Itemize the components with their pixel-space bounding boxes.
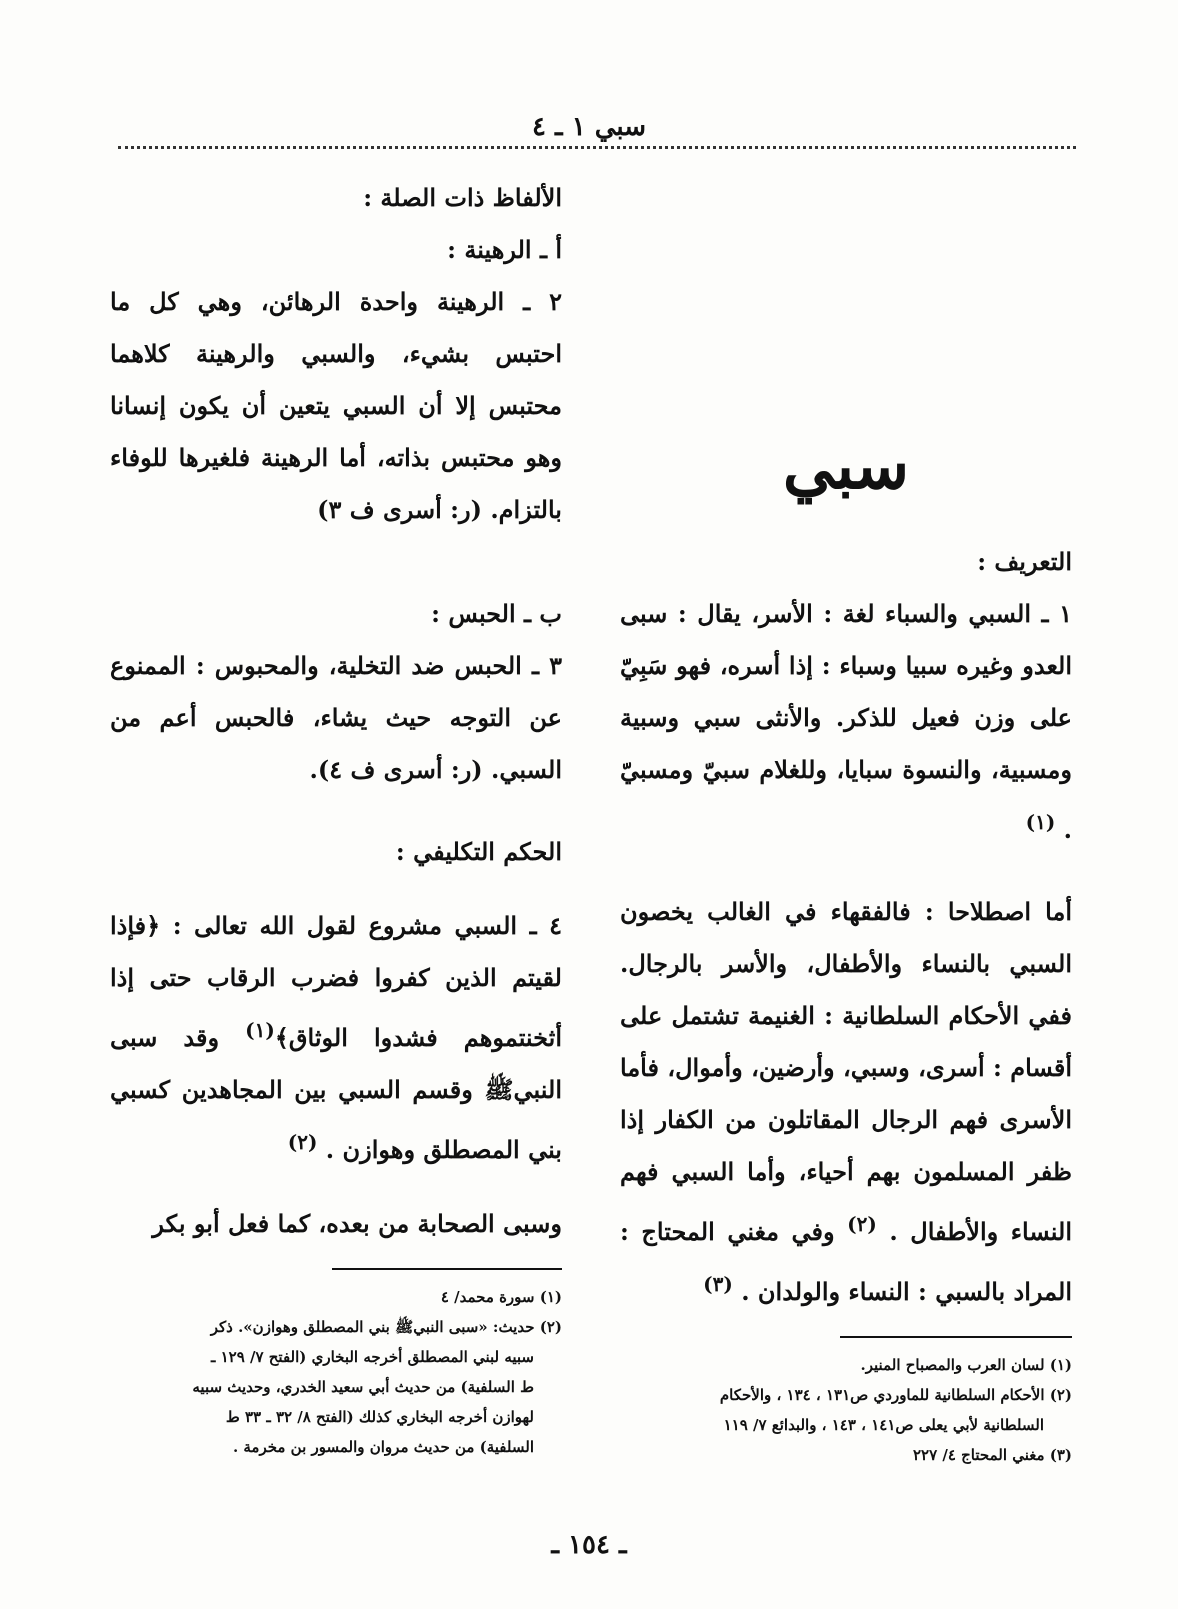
spacer	[110, 878, 562, 900]
footnote-line: (٢) الأحكام السلطانية للماوردي ص١٣١ ، ١٣٤ ، والأحكام	[719, 1386, 1072, 1404]
footnote-line: (٣) مغني المحتاج ٤/ ٢٢٧	[912, 1446, 1072, 1464]
definition-heading: التعريف :	[977, 547, 1072, 576]
subheading-rahina: أ ـ الرهينة :	[447, 235, 562, 264]
paragraph-habs: ٣ ـ الحبس ضد التخلية، والمحبوس : الممنوع عن التوجه حيث يشاء، فالحبس أعم من السبي. (ر: أسرى ف ٤).	[110, 651, 562, 784]
subheading-habs: ب ـ الحبس :	[431, 599, 562, 628]
page-number: ـ ١٥٤ ـ	[551, 1530, 627, 1560]
footnote-line: ط السلفية) من حديث أبي سعيد الخدري، وحديث سبيه	[192, 1378, 534, 1396]
paragraph-companions: وسبى الصحابة من بعده، كما فعل أبو بكر	[152, 1209, 562, 1238]
footnote-line: سبيه لبني المصطلق أخرجه البخاري (الفتح ٧/ ١٢٩ ـ	[210, 1348, 534, 1366]
paragraph-technical-text: أما اصطلاحا : فالفقهاء في الغالب يخصون السبي بالنساء والأطفال، والأسر بالرجال. ففي الأحكام السلطانية : الغنيمة تشتمل على أقسام : أسرى، وسبي، وأرضين، وأموال، فأما الأسرى فهم الرجال المقاتلون من الكفار إذا ظفر المسلمون بهم أحياء، وأما السبي فهم النساء والأطفال .	[620, 897, 1073, 1246]
right-column	[620, 536, 1072, 1470]
paragraph-definition-technical	[620, 886, 1072, 1318]
paragraph-definition-lexical	[620, 588, 1072, 856]
paragraph-ruling-text: ٤ ـ السبي مشروع لقول الله تعالى : ﴿فإذا لقيتم الذين كفروا فضرب الرقاب حتى إذا أثخنتموهم فشدوا الوثاق﴾	[110, 911, 563, 1052]
footnote-ref: (١)	[245, 1018, 275, 1042]
related-terms-heading: الألفاظ ذات الصلة :	[363, 183, 562, 212]
running-head: سبي ١ ـ ٤	[531, 112, 647, 142]
footnote-line: لهوازن أخرجه البخاري كذلك (الفتح ٨/ ٣٢ ـ ٣٣ ط	[225, 1408, 534, 1426]
entry-title: سبي	[782, 429, 910, 504]
paragraph-ruling-text-2: وقد سبى النبيﷺ وقسم السبي بين المجاهدين كسبي بني المصطلق وهوازن .	[110, 1023, 562, 1164]
spacer	[110, 536, 562, 588]
header-dotted-rule	[118, 146, 1076, 149]
footnote-ref: (١)	[1025, 810, 1056, 834]
footnote-line: السلطانية لأبي يعلى ص١٤١ ، ١٤٣ ، والبدائع ٧/ ١١٩	[723, 1416, 1044, 1434]
paragraph-rahina: ٢ ـ الرهينة واحدة الرهائن، وهي كل ما احتبس بشيء، والسبي والرهينة كلاهما محتبس إلا أن السبي يتعين أن يكون إنسانا وهو محتبس بذاته، أما الرهينة فلغيرها للوفاء بالتزام. (ر: أسرى ف ٣)	[110, 287, 562, 524]
spacer	[110, 1176, 562, 1198]
spacer	[620, 856, 1072, 886]
footnote-rule	[332, 1268, 562, 1270]
paragraph-technical-text-2: وفي مغني المحتاج : المراد بالسبي : النساء والولدان .	[620, 1217, 1072, 1306]
footnote-line: السلفية) من حديث مروان والمسور بن مخرمة .	[232, 1438, 534, 1456]
footnotes-right	[620, 1350, 1072, 1470]
footnotes-left	[110, 1282, 562, 1462]
ruling-heading: الحكم التكليفي :	[395, 837, 562, 866]
footnote-ref: (٣)	[703, 1272, 733, 1296]
footnote-line: (١) لسان العرب والمصباح المنير.	[860, 1356, 1072, 1374]
spacer	[110, 796, 562, 826]
paragraph-ruling	[110, 900, 562, 1176]
footnote-line: (٢) حديث: «سبى النبيﷺ بني المصطلق وهوازن». ذكر	[210, 1318, 562, 1336]
footnote-ref: (٢)	[847, 1212, 877, 1236]
left-column	[110, 172, 562, 1462]
footnote-ref: (٢)	[287, 1130, 318, 1154]
footnote-line: (١) سورة محمد/ ٤	[440, 1288, 562, 1306]
footnote-rule	[840, 1336, 1072, 1338]
paragraph-definition-text: ١ ـ السبي والسباء لغة : الأسر، يقال : سبى العدو وغيره سبيا وسباء : إذا أسره، فهو سَبِيّ على وزن فعيل للذكر. والأنثى سبي وسبية ومسبية، والنسوة سبايا، وللغلام سبيّ ومسبيّ .	[620, 599, 1072, 844]
